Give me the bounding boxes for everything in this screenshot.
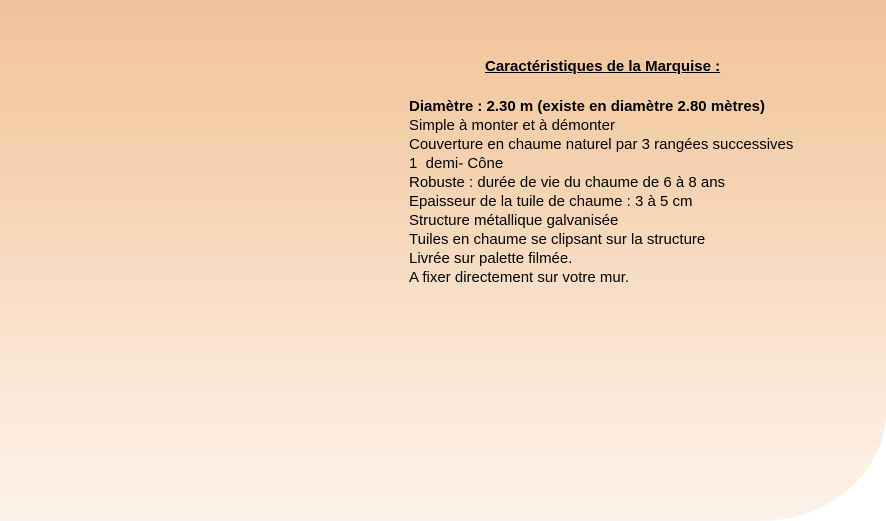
characteristic-line: A fixer directement sur votre mur. — [409, 269, 630, 286]
characteristic-line: 1 demi- Cône — [409, 155, 504, 172]
characteristic-line: Tuiles en chaume se clipsant sur la structure — [409, 231, 706, 248]
characteristic-line: Robuste : durée de vie du chaume de 6 à 8 ans — [409, 174, 726, 191]
characteristic-line: Couverture en chaume naturel par 3 rangées successives — [409, 136, 794, 153]
characteristics-list — [409, 97, 869, 287]
characteristic-line: Livrée sur palette filmée. — [409, 250, 573, 267]
section-title: Caractéristiques de la Marquise : — [485, 58, 721, 75]
characteristic-line: Simple à monter et à démonter — [409, 117, 615, 134]
characteristics-block — [409, 57, 869, 287]
characteristic-line: Epaisseur de la tuile de chaume : 3 à 5 cm — [409, 193, 693, 210]
characteristic-line: Structure métallique galvanisée — [409, 212, 619, 229]
characteristic-line: Diamètre : 2.30 m (existe en diamètre 2.80 mètres) — [409, 98, 766, 115]
